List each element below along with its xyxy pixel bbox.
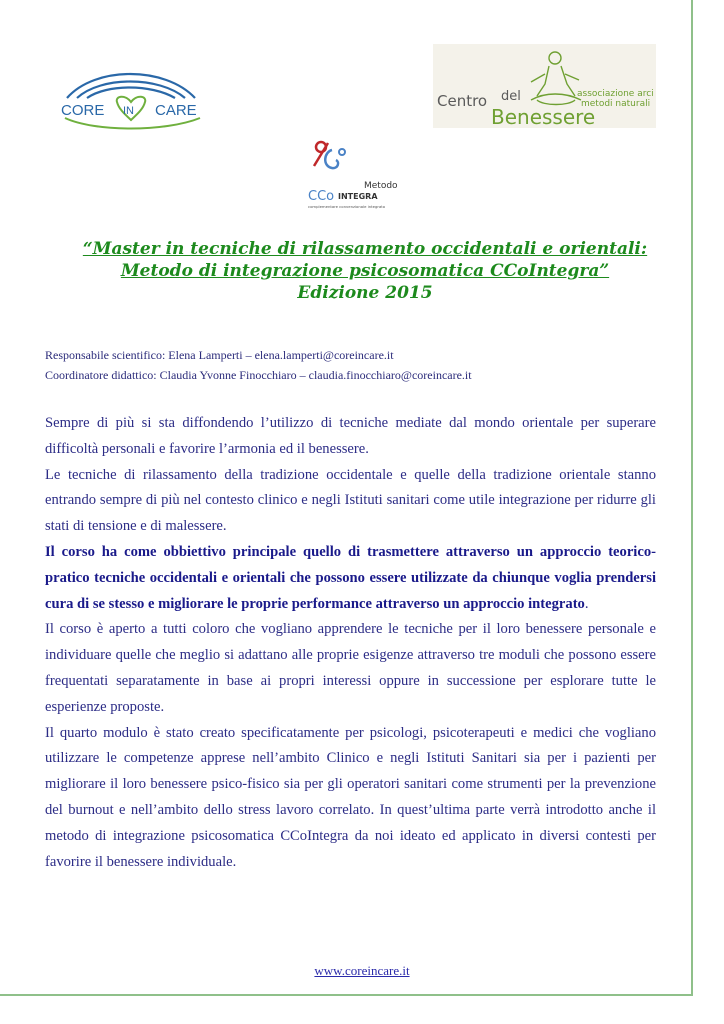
staff-block <box>45 345 472 385</box>
website-link[interactable]: www.coreincare.it <box>314 963 410 978</box>
paragraph-3-tail: . <box>584 595 589 612</box>
centro-tag1: associazione arci <box>577 89 654 99</box>
centro-del-benessere-logo <box>433 44 656 128</box>
document-title <box>40 238 690 304</box>
title-line-2: Metodo di integrazione psicosomatica CCoIntegra” <box>120 261 610 281</box>
ccointegra-logo <box>306 138 406 210</box>
coreincare-text-care: CARE <box>155 102 197 119</box>
title-line-1: “Master in tecniche di rilassamento occidentali e orientali: <box>82 239 648 259</box>
paragraph-3 <box>45 540 656 617</box>
paragraph-5: Il quarto modulo è stato creato specificatamente per psicologi, psicoterapeuti e medici che vogliano utilizzare le competenze apprese nell’ambito Clinico e negli Istituti Sanitari sia per i pazienti per migliorare il loro benessere psico-fisico sia per gli operatori sanitari come strumenti per la prevenzione del burnout e nell’ambito dello stress lavoro correlato. In quest’ultima parte verrà introdotto anche il metodo di integrazione psicosomatica CCoIntegra da noi ideato ed applicato in diversi contesti per favorire il benessere individuale. <box>45 724 656 870</box>
ccointegra-tagline: complementare convenzionale integrato <box>308 204 386 209</box>
coordinatore-didattico: Coordinatore didattico: Claudia Yvonne Finocchiaro – claudia.finocchiaro@coreincare.it <box>45 368 472 382</box>
coreincare-text-in: IN <box>123 105 134 117</box>
benessere-word: Benessere <box>491 105 596 128</box>
coreincare-text-core: CORE <box>61 102 105 119</box>
centro-tag2: metodi naturali <box>581 99 651 109</box>
del-word: del <box>501 89 521 104</box>
paragraph-2: Le tecniche di rilassamento della tradizione occidentale e quelle della tradizione orientale stanno entrando sempre di più nel contesto clinico e negli Istituti sanitari come utile integrazione per ridurre gli stati di tensione e di malessere. <box>45 466 656 535</box>
ccointegra-symbol-icon <box>314 142 345 168</box>
responsabile-scientifico: Responsabile scientifico: Elena Lamperti – elena.lamperti@coreincare.it <box>45 348 394 362</box>
integra-label: INTEGRA <box>338 192 378 201</box>
title-line-3: Edizione 2015 <box>297 283 433 303</box>
coreincare-logo <box>55 60 210 140</box>
body-text <box>45 411 656 875</box>
meditating-figure-icon <box>531 52 581 105</box>
page-border-right <box>691 0 693 996</box>
metodo-label: Metodo <box>364 181 398 191</box>
page-border-bottom <box>0 994 693 996</box>
cco-label: CCo <box>308 189 335 204</box>
centro-word: Centro <box>437 92 488 110</box>
paragraph-4: Il corso è aperto a tutti coloro che vogliano apprendere le tecniche per il loro benessere personale e individuare quelle che meglio si adattano alle proprie esigenze attraverso tre moduli che possono essere frequentati separatamente in base ai propri interessi oppure in successione per esplorare tutte le esperienze proposte. <box>45 621 656 715</box>
paragraph-3-bold: Il corso ha come obbiettivo principale quello di trasmettere attraverso un approccio teorico-pratico tecniche occidentali e orientali che possono essere utilizzate da chiunque voglia prendersi cura di se stesso e migliorare le proprie performance attraverso un approccio integrato <box>45 543 656 612</box>
paragraph-1: Sempre di più si sta diffondendo l’utilizzo di tecniche mediate dal mondo orientale per superare difficoltà personali e favorire l’armonia ed il benessere. <box>45 415 656 457</box>
